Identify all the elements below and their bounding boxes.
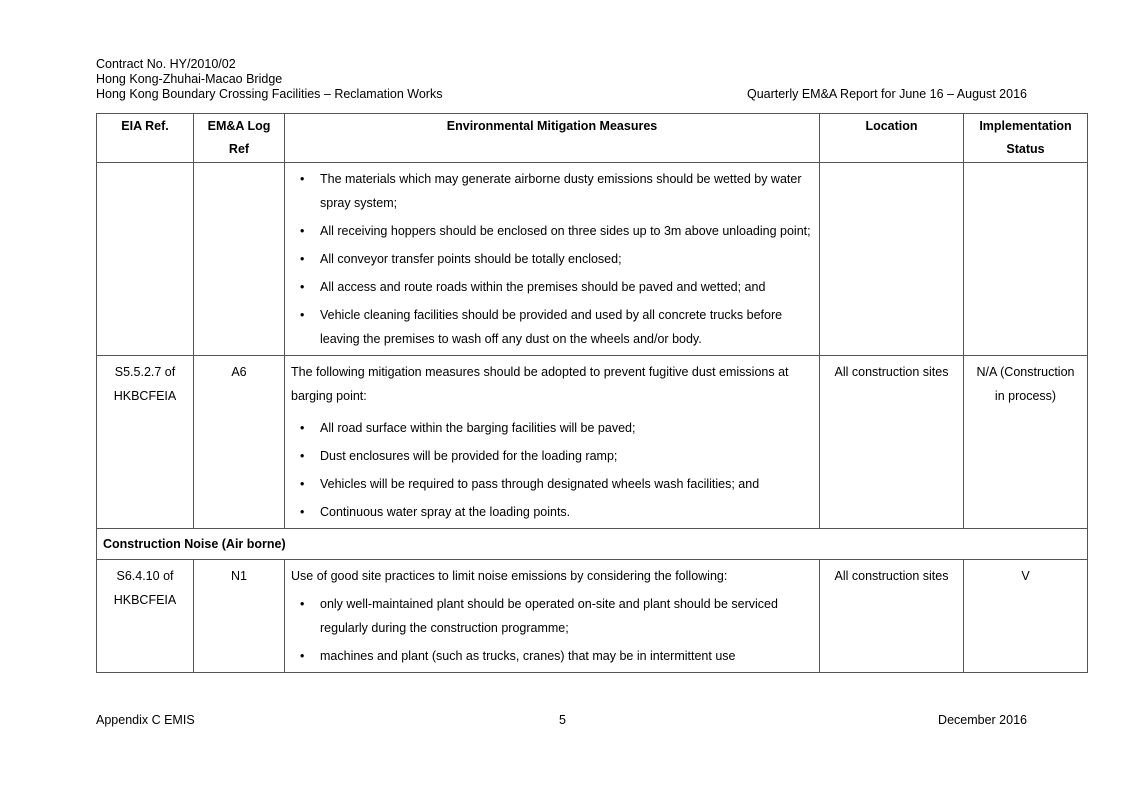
list-item: • machines and plant (such as trucks, cranes) that may be in intermittent use [291, 644, 813, 668]
table-header-row [97, 114, 1088, 163]
list-item: • All receiving hoppers should be enclosed on three sides up to 3m above unloading point; [291, 219, 813, 243]
eia-ref-cell: S5.5.2.7 of HKBCFEIA [97, 356, 194, 529]
measures-intro: The following mitigation measures should be adopted to prevent fugitive dust emissions at barging point: [291, 365, 789, 403]
measures-list [291, 416, 813, 524]
table-row [97, 356, 1088, 529]
project-name: Hong Kong-Zhuhai-Macao Bridge [96, 72, 283, 86]
contract-number: Contract No. HY/2010/02 [96, 57, 236, 71]
table-row [97, 560, 1088, 673]
measures-list [291, 167, 813, 351]
page-number: 5 [559, 713, 566, 727]
measures-cell [285, 356, 820, 529]
section-title: Construction Noise (Air borne) [97, 529, 1088, 560]
list-item: • All road surface within the barging facilities will be paved; [291, 416, 813, 440]
location-cell [820, 163, 964, 356]
table-row [97, 163, 1088, 356]
works-name: Hong Kong Boundary Crossing Facilities – Reclamation Works [96, 87, 443, 101]
measures-intro: Use of good site practices to limit noise emissions by considering the following: [291, 569, 728, 583]
measures-cell [285, 560, 820, 673]
header-eia-ref: EIA Ref. [97, 114, 194, 163]
header-measures: Environmental Mitigation Measures [285, 114, 820, 163]
list-item: • only well-maintained plant should be operated on-site and plant should be serviced regularly during the construction programme; [291, 592, 813, 640]
document-header [96, 57, 442, 102]
header-status: Implementation Status [964, 114, 1088, 163]
list-item: • Vehicles will be required to pass through designated wheels wash facilities; and [291, 472, 813, 496]
list-item: • All access and route roads within the premises should be paved and wetted; and [291, 275, 813, 299]
footer-date: December 2016 [938, 713, 1027, 727]
list-item: • The materials which may generate airborne dusty emissions should be wetted by water spray system; [291, 167, 813, 215]
mitigation-measures-table [96, 113, 1088, 673]
list-item: • Dust enclosures will be provided for the loading ramp; [291, 444, 813, 468]
header-log-ref: EM&A Log Ref [194, 114, 285, 163]
footer-appendix: Appendix C EMIS [96, 713, 195, 727]
log-ref-cell [194, 163, 285, 356]
status-cell [964, 163, 1088, 356]
log-ref-cell: N1 [194, 560, 285, 673]
header-location: Location [820, 114, 964, 163]
eia-ref-cell: S6.4.10 of HKBCFEIA [97, 560, 194, 673]
location-cell: All construction sites [820, 560, 964, 673]
list-item: • All conveyor transfer points should be totally enclosed; [291, 247, 813, 271]
measures-cell [285, 163, 820, 356]
list-item: • Continuous water spray at the loading points. [291, 500, 813, 524]
list-item: • Vehicle cleaning facilities should be provided and used by all concrete trucks before leaving the premises to wash off any dust on the wheels and/or body. [291, 303, 813, 351]
measures-list [291, 592, 813, 668]
status-cell: V [964, 560, 1088, 673]
report-title: Quarterly EM&A Report for June 16 – August 2016 [746, 87, 1027, 101]
section-row [97, 529, 1088, 560]
log-ref-cell: A6 [194, 356, 285, 529]
eia-ref-cell [97, 163, 194, 356]
location-cell: All construction sites [820, 356, 964, 529]
status-cell: N/A (Construction in process) [964, 356, 1088, 529]
